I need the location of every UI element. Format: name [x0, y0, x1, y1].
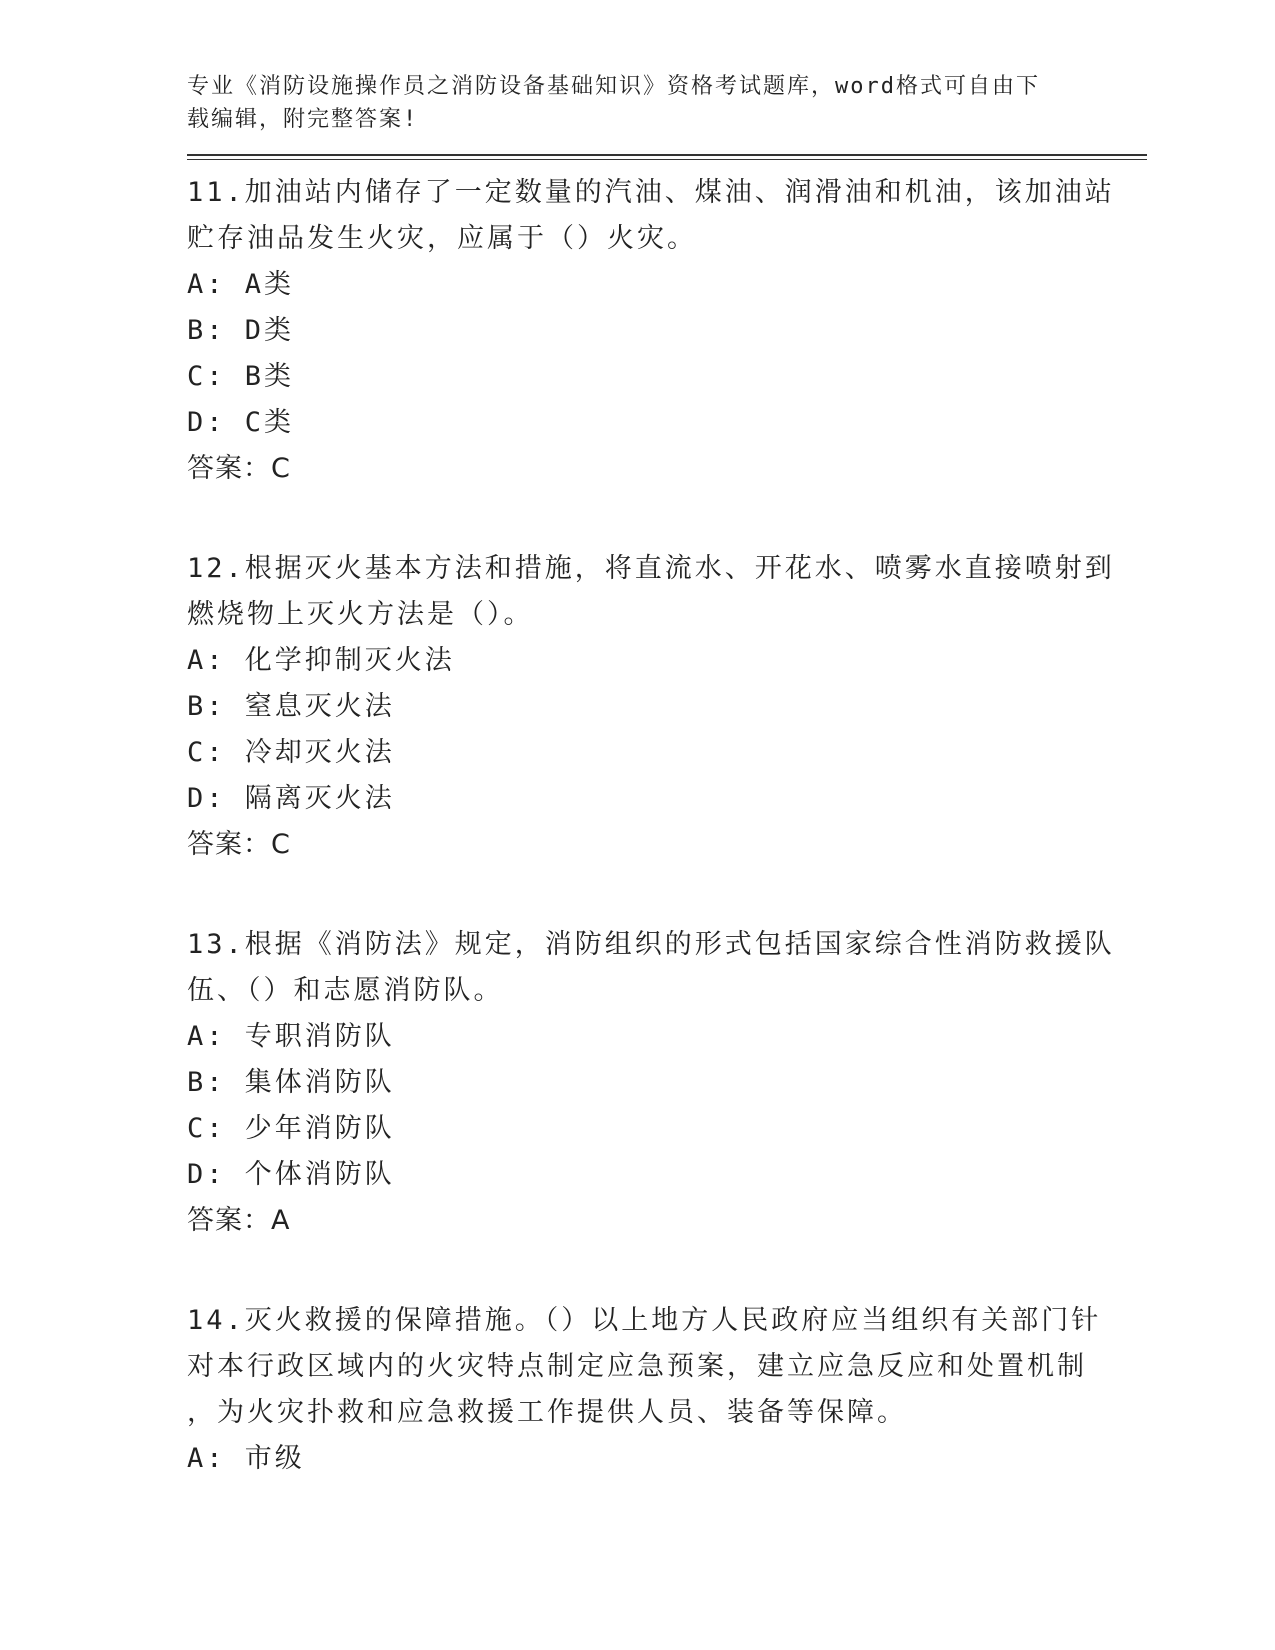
stem-line: 14.灭火救援的保障措施。（）以上地方人民政府应当组织有关部门针 — [187, 1305, 1102, 1336]
stem-line: ，为火灾扑救和应急救援工作提供人员、装备等保障。 — [187, 1397, 907, 1428]
question-stem — [187, 170, 1115, 262]
stem-line: 对本行政区域内的火灾特点制定应急预案，建立应急反应和处置机制 — [187, 1351, 1087, 1382]
question-stem — [187, 1298, 1102, 1436]
option-c: C: 少年消防队 — [187, 1113, 395, 1144]
question-11 — [187, 170, 1147, 492]
option-b: B: 窒息灭火法 — [187, 691, 395, 722]
option-a: A: 市级 — [187, 1443, 305, 1474]
answer: 答案：C — [187, 453, 291, 484]
option-b: B: D类 — [187, 315, 295, 346]
stem-line: 12.根据灭火基本方法和措施，将直流水、开花水、喷雾水直接喷射到 — [187, 553, 1115, 584]
question-12 — [187, 546, 1147, 868]
question-13 — [187, 922, 1147, 1244]
option-b: B: 集体消防队 — [187, 1067, 395, 1098]
header-divider-thick — [187, 154, 1147, 156]
answer: 答案：C — [187, 829, 291, 860]
question-stem — [187, 922, 1115, 1014]
header-line-2: 载编辑，附完整答案! — [187, 107, 419, 132]
option-d: D: C类 — [187, 407, 295, 438]
stem-line: 11.加油站内储存了一定数量的汽油、煤油、润滑油和机油，该加油站 — [187, 177, 1115, 208]
question-14 — [187, 1298, 1147, 1482]
document-header — [187, 70, 1067, 136]
document-page — [187, 70, 1147, 1482]
option-c: C: 冷却灭火法 — [187, 737, 395, 768]
option-a: A: A类 — [187, 269, 295, 300]
option-a: A: 专职消防队 — [187, 1021, 395, 1052]
header-line-1: 专业《消防设施操作员之消防设备基础知识》资格考试题库，word格式可自由下 — [187, 74, 1040, 99]
option-d: D: 隔离灭火法 — [187, 783, 395, 814]
option-d: D: 个体消防队 — [187, 1159, 395, 1190]
stem-line: 燃烧物上灭火方法是（）。 — [187, 599, 534, 630]
stem-line: 13.根据《消防法》规定，消防组织的形式包括国家综合性消防救援队 — [187, 929, 1115, 960]
header-divider-thin — [187, 159, 1147, 160]
stem-line: 伍、（）和志愿消防队。 — [187, 975, 504, 1006]
question-stem — [187, 546, 1115, 638]
option-a: A: 化学抑制灭火法 — [187, 645, 455, 676]
answer: 答案：A — [187, 1205, 291, 1236]
stem-line: 贮存油品发生火灾，应属于（）火灾。 — [187, 223, 697, 254]
option-c: C: B类 — [187, 361, 295, 392]
